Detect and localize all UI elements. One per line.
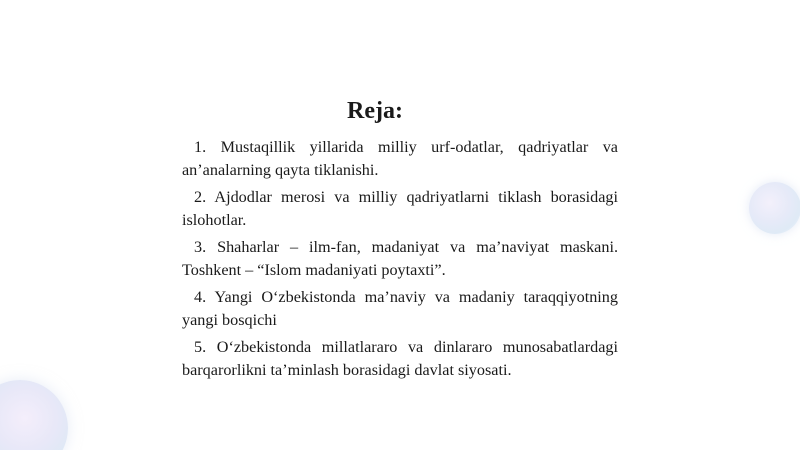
plan-item-2: 2. Ajdodlar merosi va milliy qadriyatlarni tiklash borasidagi islohotlar. bbox=[182, 188, 618, 229]
plan-item-1: 1. Mustaqillik yillarida milliy urf-odatlar, qadriyatlar va an’analarning qayta tiklanishi. bbox=[182, 138, 618, 179]
plan-item-5: 5. O‘zbekistonda millatlararo va dinlararo munosabatlardagi barqarorlikni ta’minlash borasidagi davlat siyosati. bbox=[182, 338, 618, 379]
decorative-orb-left bbox=[0, 380, 68, 450]
plan-item-4: 4. Yangi O‘zbekistonda ma’naviy va madaniy taraqqiyotning yangi bosqichi bbox=[182, 288, 618, 329]
plan-list bbox=[182, 136, 618, 386]
decorative-orb-right bbox=[749, 182, 800, 234]
slide-title: Reja: bbox=[347, 98, 403, 124]
plan-item-3: 3. Shaharlar – ilm-fan, madaniyat va ma’naviyat maskani. Toshkent – “Islom madaniyati poytaxti”. bbox=[182, 238, 618, 279]
